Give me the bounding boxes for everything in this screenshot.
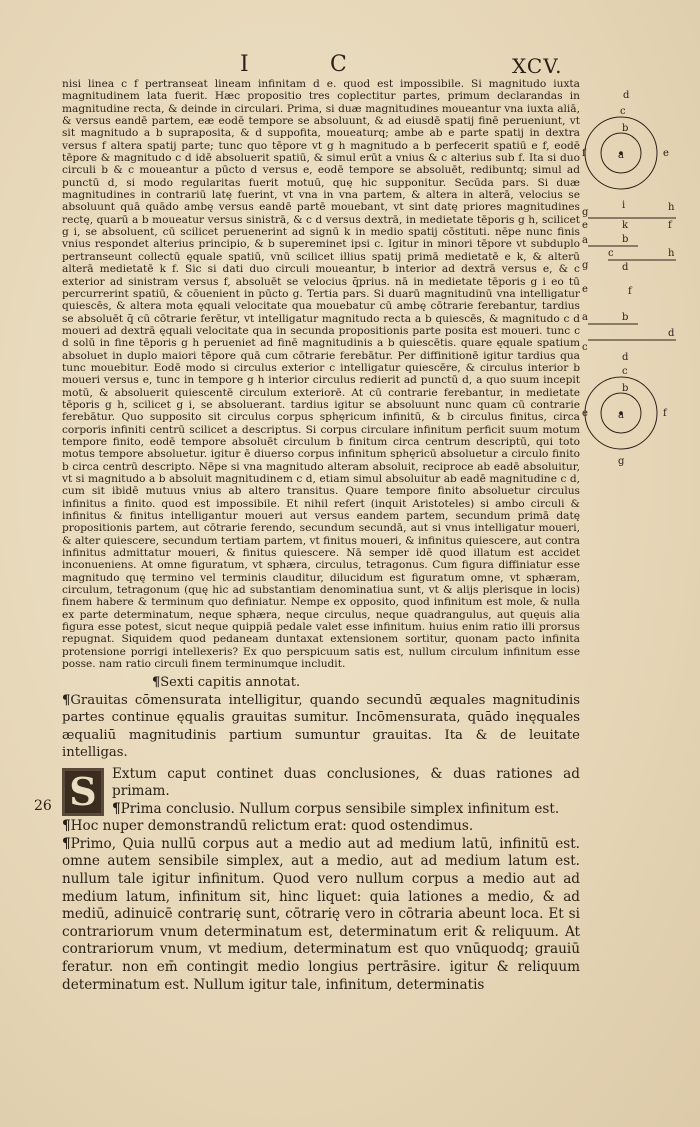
prima-conclusio <box>62 801 580 819</box>
pilcrow-icon: ¶ <box>152 674 161 690</box>
label-g1: g <box>582 207 589 218</box>
pilcrow-icon: ¶ <box>62 692 71 708</box>
label-i: i <box>622 200 626 211</box>
marginal-diagram <box>578 78 688 498</box>
label-f1: f <box>668 220 672 231</box>
label-c2: c <box>608 248 614 259</box>
signature-mark: 26 <box>34 798 52 814</box>
commentary-paragraph: nisi linea c f pertranseat lineam infinitam d e. quod est impossibile. Si magnitudo iuxta magnitudinem lata fuerit. Hæc propositio tres coplectitur partes, primum declarandas in magnitudine recta, & deinde in circulari. Prima, si duæ magnitudines moueantur vna iuxta aliā, & versus eandē partem, eæ eodē tempore se absoluunt, & ad eiusdē spatij finē perueniunt, vt sit magnitudo a b supraposita, & d suppofita, moueaturq; ambe ab e parte spatij in dextra versus f altera spatij parte; tunc quo tēpore vt g h magnitudo a b perfecerit spatiū e f, eodē tēpore & magnitudo c d idē absoluerit spatiū, & simul erūt a vnius & c alterius sub f. Ita si duo circuli b & c moueantur a pūcto d versus e, eodē tempore se absoluēt, redibuntq; simul ad punctū d, si modo regularitas fuerit motuū, quę hic supponitur. Secūda pars. Si duæ magnitudines in contrariū latę fuerint, vt vna in vna partem, & altera in alterā, velocius se absoluunt quā quādo ambę versus eandē partē mouebant, vt sint datę priores magnitudines rectę, quarū a b moueatur versus sinistrā, & c d versus dextrā, in medietate tēporis g h, scilicet g i, se absoluent, cū scilicet peruenerint ad signū k in medio spatij cōstituti. nēpe nunc finis vnius respondet alterius principio, & b supereminet ipsi c. Igitur in minori tēpore vt subduplo pertranseunt collectū ęquale spatiū, vnū scilicet illius spatij primā medietatē e k, & alterū alterā medietatē k f. Sic si dati duo circuli moueantur, b interior ad dextrā versus e, & c exterior ad sinistram versus f, absoluēt se velocius q̄prius. nā in medietate tēporis g i eo tū percurrerint spatiū, & cōuenient in pūcto g. Tertia pars. Si duarū magnitudinū vna intelligatur quiescēs, & altera mota ęquali velocitate qua mouebatur cū ambę cōtrarie ferebantur, tardius se absoluēt q̄ cū cōtrarie ferētur, vt intelligatur magnitudo recta a b quiescēs, & magnitudo c d moueri ad dextrā ęquali velocitate qua in secunda propositionis parte posita est moueri. tunc c d solū in fine tēporis g h perueniet ad finē magnitudinis a b quiescētis. quare ęquale spatium absoluet in duplo maiori tēpore quā cum cōtrarie ferebātur. Per diffinitionē igitur tardius qua tunc mouebitur. Eodē modo si circulus exterior c intelligatur quiescēre, & circulus interior b moueri versus e, tunc in tempore g h interior circulus redierit ad punctū d, a quo suum incepit motū, & absoluerit quiescentē circulum exteriorē. At cū contrarie ferebantur, in medietate tēporis g h, scilicet g i, se absoluerant. tardius igitur se absoluunt nunc quam cū contrarie ferebātur. Quo supposito sit circulus corpus sphęricum infinitū, & b circulus finitus, circa corporis infiniti centrū scilicet a descriptus. Si corpus circulare infinitum perficit suum motum tempore finito, eodē tempore absoluēt circulum b finitum circa centrum descriptū, qui toto motus tempore absoluetur. igitur ē diuerso corpus infinitum sphęricū absoluetur a circulo finito b circa centrū descripto. Nēpe si vna magnitudo alteram absoluit, reciproce ab eadē absoluitur, vt si magnitudo a b absoluit magnitudinem c d, etiam simul absoluitur ab eadē magnitudine c d, cum sit ibidē mutuus vnius ab altero transitus. Quare tempore finito absoluetur circulus infinitus a finito. quod est impossibile. Et nihil refert (inquit Aristoteles) si ambo circuli & infinitus & finitus intelligantur moueri aut versus eandem partem, secundum primā datę propositionis partem, aut cōtrarie ferendo, secundum secundā, aut si vnus intelligatur moueri, & alter quiescere, secundum tertiam partem, vt finitus moueri, & infinitus quiescere, aut contra infinitus admittatur moueri, & finitus quiescere. Nā semper idē quod illatum est accidet inconueniens. At omne figuratum, vt sphæra, circulus, tetragonus. Cum figura diffiniatur esse magnitudo quę termino vel terminis clauditur, dilucidum est figuratum omne, vt sphæram, circulum, tetragonum (quę hic ad substantiam denominatiua sunt, vt & alijs plerisque in locis) finem habere & terminum quo definiatur. Nempe ex opposito, quod infinitum est mole, & nulla ex parte determinatum, neque sphæra, neque circulus, neque quadrangulus, aut quęuis alia figura esse potest, sicut neque quippiā pedale valet esse infinitum. huius enim ratio illi prorsus repugnat. Siquidem quod pedaneam duntaxat extensionem sortitur, quonam pacto infinita protensione porrigi intellexeris? Ex quo perspicuum satis est, nullum circulum infinitum esse posse. nam ratio circuli finem terminumque includit. <box>62 78 580 671</box>
chapter-block <box>62 766 580 995</box>
label-a2: a <box>582 235 588 246</box>
label-f2: f <box>628 286 632 297</box>
label-c3: c <box>582 342 588 353</box>
decorated-initial: S <box>62 768 104 816</box>
label-c-lower: c <box>622 366 628 377</box>
label-e-lower: e <box>582 408 588 419</box>
prima-conclusio-text: Prima conclusio. Nullum corpus sensibile simplex infinitum est. <box>120 800 560 817</box>
running-head-i: I <box>240 52 251 77</box>
label-h2: h <box>668 248 675 259</box>
pilcrow-icon: ¶ <box>112 800 121 817</box>
label-b2: b <box>622 234 629 245</box>
label-g-lower: g <box>618 456 625 467</box>
label-f-upper: f <box>582 148 586 159</box>
hoc-nuper-text: Hoc nuper demonstrandū relictum erat: quod ostendimus. <box>70 818 474 835</box>
text-block <box>62 78 580 994</box>
primo-text: Primo, Quia nullū corpus aut a medio aut ad medium latū, infinitū est. omne autem sensibile simplex, aut a medio, aut ad medium latum est. nullum tale igitur infinitum. Quod vero nullum corpus a medio aut ad medium latum, infinitum sit, hinc liquet: quia lationes a medio, & ad mediū, adinuicē contrarię sunt, cōtrarię vero in cōtraria abeunt loca. Et si contrariorum vnum determinatum est, determinatum erit & reliquum. At contrariorum vnum, vt medium, determinatum est quo vnūquodq; grauiū feratur. non em̄ contingit medio longius pertrāsire. igitur & reliquum determinatum est. Nullum igitur tale, infinitum, determinatis <box>62 835 580 993</box>
label-h1: h <box>668 202 675 213</box>
primo-paragraph <box>62 836 580 994</box>
annotation-paragraph <box>62 692 580 762</box>
label-b3: b <box>622 312 629 323</box>
label-e-upper: e <box>663 148 669 159</box>
label-f-lower: f <box>663 408 667 419</box>
label-b-upper: b <box>622 123 629 134</box>
label-d-lower: d <box>622 352 629 363</box>
annotation-heading-text: Sexti capitis annotat. <box>160 674 301 690</box>
label-k: k <box>622 220 629 231</box>
pilcrow-icon: ¶ <box>62 835 71 852</box>
label-d3: d <box>668 328 675 339</box>
label-a3: a <box>582 312 588 323</box>
running-head-c: C <box>330 52 347 77</box>
chapter-intro: Extum caput continet duas conclusiones, & duas rationes ad primam. <box>112 765 580 800</box>
pilcrow-icon: ¶ <box>62 818 71 835</box>
label-d-top: d <box>623 90 630 101</box>
annotation-text: Grauitas cōmensurata intelligitur, quando secundū æquales magnitudinis partes continue ęqualis grauitas sumitur. Incōmensurata, quādo inęquales æqualiū magnitudinis partium sumuntur grauitas. Ita & de leuitate intelligas. <box>62 692 580 760</box>
label-d2: d <box>622 262 629 273</box>
label-e1: e <box>582 220 588 231</box>
folio-number: XCV. <box>512 54 563 78</box>
label-b-lower: b <box>622 383 629 394</box>
label-a-upper: a <box>618 150 624 161</box>
label-c-upper: c <box>620 106 626 117</box>
label-a-lower: a <box>618 410 624 421</box>
label-e2: e <box>582 284 588 295</box>
hoc-nuper <box>62 818 580 836</box>
label-g2: g <box>582 260 589 271</box>
annotation-heading <box>152 674 580 692</box>
